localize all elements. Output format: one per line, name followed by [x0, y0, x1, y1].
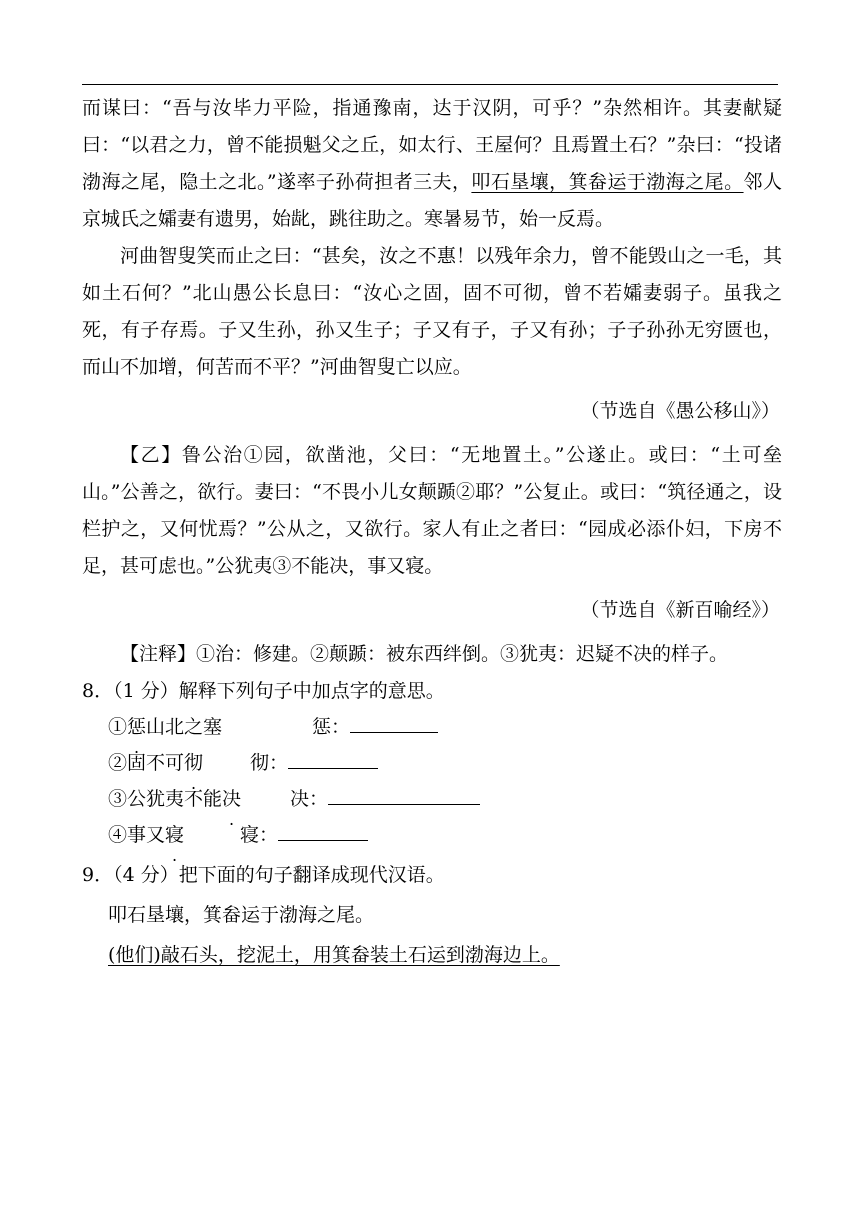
answer-blank[interactable] — [328, 782, 480, 805]
top-rule — [82, 84, 778, 85]
document-body — [82, 90, 782, 973]
q8-item-3 — [108, 781, 782, 817]
emphasis-dot: 惩 — [127, 716, 147, 738]
q8-item-3-answer: 决： — [290, 781, 480, 817]
emphasis-dot: 决 — [222, 788, 242, 810]
emphasis-dot: 寝 — [165, 824, 185, 846]
q8-item-1-answer: 惩： — [312, 709, 438, 745]
emphasis-dot: 彻 — [184, 752, 204, 774]
source-yugong: （节选自《愚公移山》） — [580, 400, 780, 422]
q8-item-4 — [108, 817, 782, 853]
passage-jia-paragraph-1 — [82, 90, 782, 238]
question-9-title: 9．（4 分）把下面的句子翻译成现代汉语。 — [82, 864, 445, 886]
q8-item-2-sentence: ②固不可彻 — [108, 752, 204, 774]
q8-item-1-sentence: ①惩山北之塞 — [108, 716, 223, 738]
question-8-title: 8．（1 分）解释下列句子中加点字的意思。 — [82, 680, 445, 702]
answer-blank[interactable] — [350, 710, 438, 733]
notes: 【注释】①治：修建。②颠踬：被东西绊倒。③犹夷：迟疑不决的样子。 — [120, 643, 729, 665]
q9-sentence: 叩石垦壤，箕畚运于渤海之尾。 — [108, 904, 375, 926]
answer-blank[interactable] — [288, 746, 378, 769]
q8-item-3-sentence: ③公犹夷不能决 — [108, 788, 242, 810]
answer-blank[interactable] — [278, 818, 368, 841]
passage-yi-paragraph: 【乙】鲁公治①园，欲凿池，父曰：“无地置土。”公遂止。或曰：“土可垒山。”公善之，欲行。妻曰：“不畏小儿女颠踬②耶？”公复止。或曰：“筑径通之，设栏护之，又何忧焉？”公从之，又欲行。家人有止之者曰：“园成必添仆妇，下房不足，甚可虑也。”公犹夷③不能决，事又寝。 — [82, 444, 782, 577]
q8-item-2 — [108, 745, 782, 781]
q8-item-1 — [108, 709, 782, 745]
q8-item-2-answer: 彻： — [250, 745, 378, 781]
q8-item-4-answer: 寝： — [240, 817, 368, 853]
para1-text-tail: 邻人京城氏之孀妻有遗男，始龀，跳往助之。寒暑易节，始一反焉。 — [82, 171, 782, 230]
q8-item-4-sentence: ④事又寝 — [108, 824, 185, 846]
source-xinbaiyujing: （节选自《新百喻经》） — [580, 599, 780, 621]
passage-jia-paragraph-2: 河曲智叟笑而止之曰：“甚矣，汝之不惠！以残年余力，曾不能毁山之一毛，其如土石何？”北山愚公长息曰：“汝心之固，固不可彻，曾不若孀妻弱子。虽我之死，有子存焉。子又生孙，孙又生子；子又有子，子又有孙；子子孙孙无穷匮也，而山不加增，何苦而不平？”河曲智叟亡以应。 — [82, 245, 782, 378]
underlined-sentence: 叩石垦壤，箕畚运于渤海之尾。 — [471, 171, 744, 193]
para1-text: 而谋曰：“吾与汝毕力平险，指通豫南，达于汉阴，可乎？”杂然相许。其妻献疑曰：“以君之力，曾不能损魁父之丘，如太行、王屋何？且焉置土石？”杂曰：“投诸渤海之尾，隐土之北。”遂率子孙荷担者三夫， — [82, 97, 782, 193]
q9-answer: (他们)敲石头，挖泥土，用箕畚装土石运到渤海边上。 — [108, 944, 560, 966]
